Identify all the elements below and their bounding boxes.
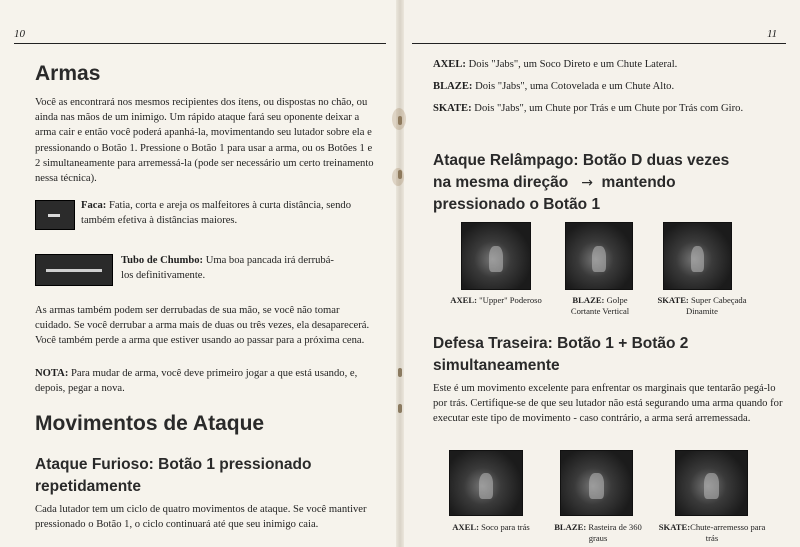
blitz-heading-line2a: na mesma direção [433, 174, 569, 191]
blitz-heading-line2b: mantendo [601, 174, 676, 191]
header-rule-right [412, 43, 786, 44]
blitz-skate-screenshot [663, 222, 732, 290]
page-number-right: 11 [767, 28, 778, 40]
blitz-heading-line2 [433, 172, 793, 194]
blitz-skate-caption-text: Super Cabeçada Dinamite [686, 295, 747, 316]
back-defense-heading-line2: simultaneamente [433, 357, 560, 374]
binding-hole [398, 404, 402, 413]
defense-skate-caption-text: Chute-arremesso para trás [690, 522, 766, 543]
blitz-skate-caption [652, 295, 752, 317]
defense-skate-caption-name: SKATE: [658, 522, 691, 532]
blitz-heading-line3: pressionado o Botão 1 [433, 196, 601, 213]
blitz-blaze-caption-text: Golpe Cortante Vertical [570, 295, 630, 316]
weapon-pipe-desc: Uma boa pancada irá derrubá-los definitivamente. [121, 255, 334, 282]
weapon-pipe-text [121, 253, 341, 283]
header-rule-left [14, 43, 386, 44]
combo-axel [433, 57, 783, 72]
weapon-pipe-name: Tubo de Chumbo: [121, 255, 204, 266]
page-gutter [396, 0, 404, 547]
weapons-note [35, 366, 375, 396]
paper-stain [392, 108, 406, 130]
note-text: Para mudar de arma, você deve primeiro jogar a que está usando, e, depois, pegar a nova. [35, 368, 358, 395]
furious-attack-text: Cada lutador tem um ciclo de quatro movimentos de ataque. Se você mantiver pressionado o Botão 1, o ciclo continuará até que seu inimigo caia. [35, 504, 367, 531]
blitz-heading [433, 150, 793, 216]
page-number-left: 10 [14, 28, 25, 40]
combo-skate [433, 101, 783, 116]
defense-blaze-caption-text: Rasteira de 360 graus [586, 522, 642, 543]
knife-icon [35, 200, 75, 230]
combo-axel-text: Dois "Jabs", um Soco Direto e um Chute Lateral. [465, 59, 678, 70]
blitz-heading-line1: Ataque Relâmpago: Botão D duas vezes [433, 152, 730, 169]
back-defense-text: Este é um movimento excelente para enfrentar os marginais que tentarão pegá-lo por trás. Certifique-se de que seu lutador não está segurando uma arma quando for executar este tipo de movimento - caso contrário, a arma será arremessada. [433, 383, 783, 425]
defense-axel-screenshot [449, 450, 523, 516]
weapon-knife-desc: Fatia, corta e areja os malfeitores à curta distância, sendo também efetiva à distâncias maiores. [81, 200, 352, 227]
blitz-axel-caption [436, 295, 556, 306]
blitz-axel-screenshot [461, 222, 531, 290]
combo-axel-name: AXEL: [433, 59, 466, 70]
back-defense-heading [433, 333, 793, 377]
combo-blaze [433, 79, 783, 94]
blitz-blaze-caption-name: BLAZE: [572, 295, 605, 305]
weapons-heading: Armas [35, 62, 101, 85]
blitz-axel-caption-text: "Upper" Poderoso [476, 295, 542, 305]
weapon-knife-text [81, 198, 371, 228]
lead-pipe-icon [35, 254, 113, 286]
defense-skate-screenshot [675, 450, 748, 516]
defense-blaze-screenshot [560, 450, 633, 516]
back-defense-heading-line1: Defesa Traseira: Botão 1 + Botão 2 [433, 335, 689, 352]
defense-axel-caption [436, 522, 546, 533]
defense-blaze-caption [552, 522, 644, 544]
furious-attack-heading: Ataque Furioso: Botão 1 pressionado repetidamente [35, 456, 312, 495]
defense-axel-caption-text: Soco para trás [478, 522, 530, 532]
weapons-intro: Você as encontrará nos mesmos recipientes dos ítens, ou dispostas no chão, ou ainda nas mãos de um inimigo. Um rápido ataque fará seu oponente deixar a arma cair e então você poderá apanhá-la, movimentando seu lutador sobre ela e pressionando o Botão 1. Pressione o Botão 1 para usar a arma, ou os Botões 1 e 2 simultaneamente para arremessá-la (pode ser necessário um certo treinamento nessa técnica). [35, 97, 374, 185]
combo-skate-text: Dois "Jabs", um Chute por Trás e um Chute por Trás com Giro. [471, 103, 744, 114]
blitz-axel-caption-name: AXEL: [450, 295, 477, 305]
blitz-blaze-caption [560, 295, 640, 317]
combo-skate-name: SKATE: [433, 103, 472, 114]
defense-skate-caption [656, 522, 768, 544]
blitz-skate-caption-name: SKATE: [657, 295, 689, 305]
defense-blaze-caption-name: BLAZE: [554, 522, 587, 532]
combo-blaze-name: BLAZE: [433, 81, 473, 92]
note-label: NOTA: [35, 368, 69, 379]
defense-axel-caption-name: AXEL: [452, 522, 479, 532]
blitz-blaze-screenshot [565, 222, 633, 290]
weapons-drop-text: As armas também podem ser derrubadas de sua mão, se você não tomar cuidado. Se você derrubar a arma mais de duas ou três vezes, ela desaparecerá. Você também perde a arma que estiver usando ao passar para a próxima cena. [35, 305, 370, 347]
weapon-knife-name: Faca: [81, 200, 107, 211]
combo-blaze-text: Dois "Jabs", uma Cotovelada e um Chute Alto. [472, 81, 675, 92]
binding-hole [398, 368, 402, 377]
arrow-right-icon: → [581, 175, 593, 191]
attacks-heading: Movimentos de Ataque [35, 412, 265, 435]
paper-stain [392, 168, 404, 186]
